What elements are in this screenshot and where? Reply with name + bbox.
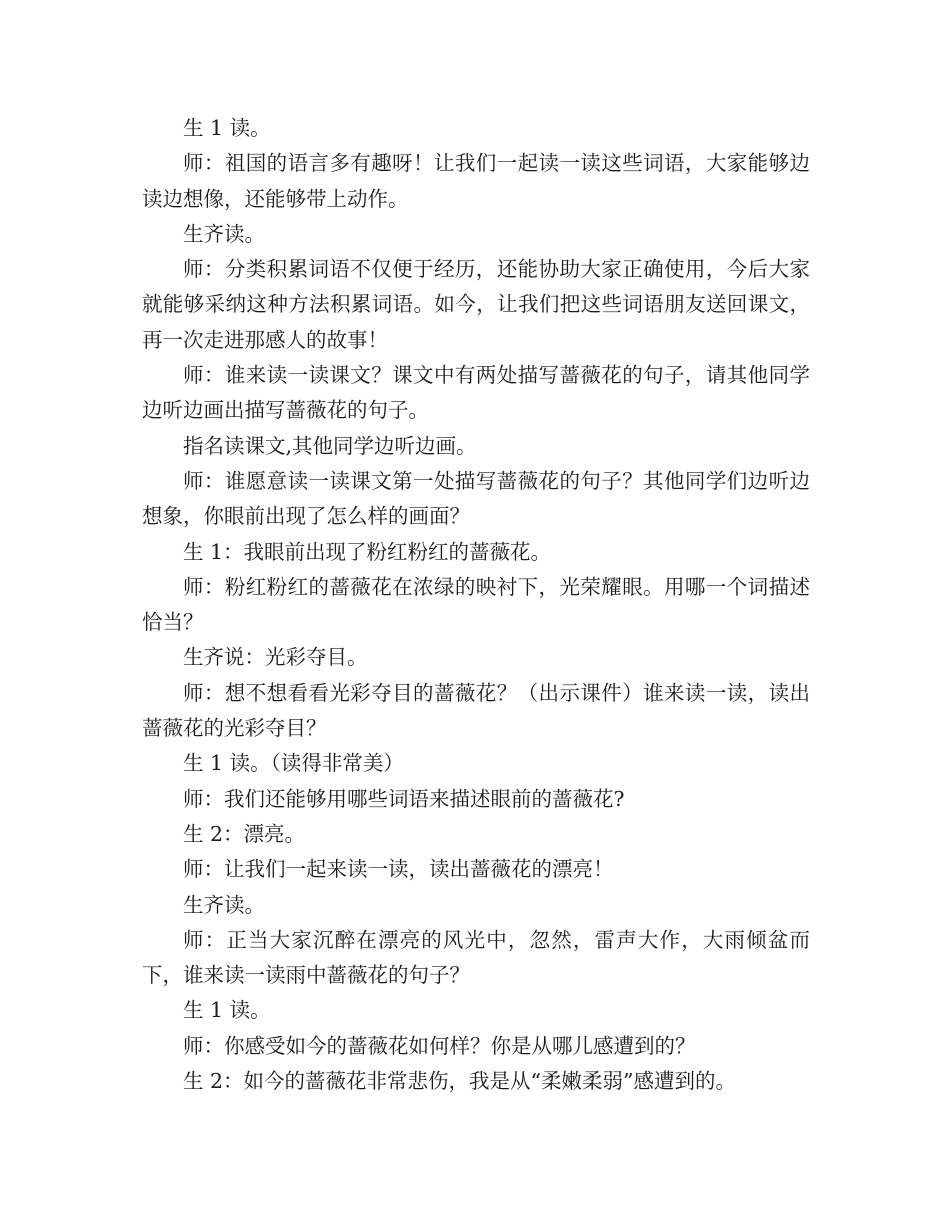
paragraph: 生 1 读。 [183,116,271,140]
paragraph: 师：让我们一起来读一读，读出蔷薇花的漂亮！ [183,857,614,882]
paragraph: 生齐说：光彩夺目。 [183,645,368,670]
paragraph: 师：谁来读一读课文？课文中有两处描写蔷薇花的句子，请其他同学边听边画出描写蔷薇花的句子。 [142,363,810,423]
paragraph: 指名读课文,其他同学边听边画。 [183,433,477,458]
paragraph: 师：我们还能够用哪些词语来描述眼前的蔷薇花? [183,786,625,811]
paragraph: 生 1 读。 [183,998,271,1023]
paragraph: 师：你感受如今的蔷薇花如何样？你是从哪儿感遭到的？ [183,1033,696,1058]
paragraph: 生齐读。 [183,221,265,246]
paragraph: 师：想不想看看光彩夺目的蔷薇花？（出示课件）谁来读一读，读出蔷薇花的光彩夺目？ [142,680,810,741]
paragraph: 师：分类积累词语不仅便于经历，还能协助大家正确使用，今后大家就能够采纳这种方法积累词语。如今，让我们把这些词语朋友送回课文，再一次走进那感人的故事！ [142,257,810,352]
paragraph: 生 1：我眼前出现了粉红粉红的蔷薇花。 [183,539,552,564]
paragraph: 生 1 读。（读得非常美） [183,751,404,776]
body-text [142,111,810,1099]
paragraph: 师：祖国的语言多有趣呀！让我们一起读一读这些词语，大家能够边读边想像，还能够带上动作。 [142,151,810,211]
paragraph: 师：谁愿意读一读课文第一处描写蔷薇花的句子？其他同学们边听边想象，你眼前出现了怎么样的画面？ [142,468,810,529]
paragraph: 师：正当大家沉醉在漂亮的风光中，忽然，雷声大作，大雨倾盆而下，谁来读一读雨中蔷薇花的句子？ [142,927,810,988]
paragraph: 师：粉红粉红的蔷薇花在浓绿的映衬下，光荣耀眼。用哪一个词描述恰当？ [142,574,810,635]
paragraph: 生齐读。 [183,892,265,917]
paragraph: 生 2：漂亮。 [183,821,306,846]
paragraph: 生 2：如今的蔷薇花非常悲伤，我是从“柔嫩柔弱”感遭到的。 [183,1069,737,1094]
